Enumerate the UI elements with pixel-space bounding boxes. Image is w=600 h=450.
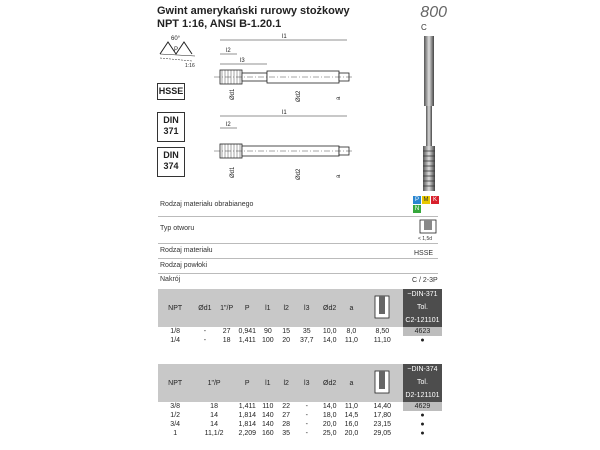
hole-type-value: < 1,5d bbox=[418, 236, 433, 242]
col-p: P bbox=[244, 304, 250, 312]
cell-l3: - bbox=[305, 412, 308, 419]
cell-l1: 140 bbox=[262, 412, 274, 419]
din371-header bbox=[403, 289, 442, 327]
drill-size-icon bbox=[372, 367, 392, 397]
dim-l2: l2 bbox=[226, 48, 231, 54]
material-boxes bbox=[413, 196, 439, 214]
tool-material-value: HSSE bbox=[414, 250, 434, 257]
din374-line1: DIN bbox=[163, 150, 179, 160]
divider bbox=[158, 273, 438, 274]
index-code: C2-121101 bbox=[405, 317, 440, 324]
coating-label: Rodzaj powłoki bbox=[160, 262, 208, 269]
dim-d1: Ød1 bbox=[230, 88, 236, 100]
col-a: a bbox=[349, 304, 354, 312]
col-l1: l1 bbox=[265, 379, 271, 387]
col-a: a bbox=[349, 379, 354, 387]
din371-line2: 371 bbox=[163, 126, 179, 136]
cell-availability: ● bbox=[420, 337, 425, 344]
cell-p: 1,814 bbox=[238, 421, 257, 428]
cell-l2: 22 bbox=[282, 403, 291, 410]
tap-photo bbox=[418, 36, 440, 196]
cell-l3: - bbox=[305, 403, 308, 410]
col-tpi: 1"/P bbox=[207, 379, 221, 387]
cell-p: 1,411 bbox=[238, 403, 256, 410]
cell-drill: 11,10 bbox=[373, 337, 391, 344]
din371-line1: DIN bbox=[163, 115, 179, 125]
cell-d2: 14,0 bbox=[322, 337, 337, 344]
cell-l1: 160 bbox=[262, 430, 274, 437]
index-code: D2-121101 bbox=[405, 392, 440, 399]
din371-table bbox=[158, 289, 442, 345]
cell-a: 14,5 bbox=[344, 412, 359, 419]
cell-npt: 1/8 bbox=[170, 328, 181, 335]
col-l3: l3 bbox=[304, 379, 310, 387]
din374-line2: 374 bbox=[163, 161, 179, 171]
dim-l3: l3 bbox=[240, 58, 245, 64]
col-tpi: 1"/P bbox=[220, 304, 234, 312]
cell-a: 16,0 bbox=[344, 421, 359, 428]
cell-drill: 23,15 bbox=[373, 421, 392, 428]
din374-badge bbox=[157, 147, 185, 177]
cell-p: 1,814 bbox=[238, 412, 257, 419]
material-k-box: K bbox=[432, 197, 437, 203]
divider bbox=[158, 243, 438, 244]
din371-label: ~DIN-371 bbox=[407, 291, 438, 298]
col-d2: Ød2 bbox=[323, 304, 337, 312]
din371-badge bbox=[157, 112, 185, 142]
cell-npt: 1/4 bbox=[170, 337, 181, 344]
divider bbox=[158, 216, 438, 217]
cell-tpi: 18 bbox=[210, 403, 218, 410]
cell-l3: - bbox=[305, 421, 308, 428]
cell-a: 11,0 bbox=[344, 403, 358, 410]
cell-tpi: 14 bbox=[210, 421, 218, 428]
cell-d2: 20,0 bbox=[322, 421, 337, 428]
cell-index[interactable]: 4623 bbox=[403, 327, 442, 336]
svg-text:Ød2: Ød2 bbox=[296, 168, 302, 180]
cell-index[interactable]: 4629 bbox=[403, 402, 442, 411]
cell-l1: 90 bbox=[263, 328, 272, 335]
cell-drill: 8,50 bbox=[375, 328, 390, 335]
cell-d2: 10,0 bbox=[322, 328, 337, 335]
cell-l1: 100 bbox=[262, 337, 274, 344]
svg-text:l2: l2 bbox=[226, 122, 231, 128]
cell-l2: 28 bbox=[282, 421, 291, 428]
din371-tap-drawing bbox=[212, 28, 362, 108]
cell-d2: 14,0 bbox=[322, 403, 337, 410]
tol-label: Tol. bbox=[417, 379, 428, 386]
col-npt: NPT bbox=[168, 379, 183, 387]
cell-a: 20,0 bbox=[344, 430, 359, 437]
cell-tpi: 18 bbox=[222, 337, 231, 344]
title-line-2: NPT 1:16, ANSI B-1.20.1 bbox=[157, 18, 282, 30]
cell-l2: 20 bbox=[282, 337, 291, 344]
tolerance-value: C / 2-3P bbox=[412, 277, 438, 284]
cell-a: 8,0 bbox=[346, 328, 357, 335]
dim-a: a bbox=[336, 96, 342, 100]
cell-d1: - bbox=[203, 337, 207, 344]
cell-d1: - bbox=[203, 328, 207, 335]
cell-tpi: 14 bbox=[210, 412, 218, 419]
cell-drill: 17,80 bbox=[373, 412, 392, 419]
drill-icon-cell bbox=[362, 289, 403, 327]
material-label: Rodzaj materiału obrabianego bbox=[160, 201, 254, 208]
cell-availability: ● bbox=[420, 421, 425, 428]
category-code: C bbox=[421, 23, 427, 32]
page-number: 800 bbox=[420, 4, 447, 21]
col-npt: NPT bbox=[168, 304, 183, 312]
pitch-label: P bbox=[174, 47, 179, 53]
drill-size-icon bbox=[372, 292, 392, 322]
col-p: P bbox=[244, 379, 250, 387]
thread-profile-icon bbox=[157, 34, 197, 70]
tool-material-label: Rodzaj materiału bbox=[160, 247, 213, 254]
taper-label: 1:16 bbox=[185, 63, 195, 69]
material-p-box: P bbox=[414, 197, 419, 203]
col-l3: l3 bbox=[304, 304, 310, 312]
col-d1: Ød1 bbox=[198, 304, 212, 312]
cell-availability: ● bbox=[420, 430, 425, 437]
cell-l3: 37,7 bbox=[299, 337, 314, 344]
col-l1: l1 bbox=[265, 304, 271, 312]
cell-tpi: 11,1/2 bbox=[204, 430, 224, 437]
tolerance-label: Nakrój bbox=[160, 276, 181, 283]
cell-l2: 35 bbox=[282, 430, 291, 437]
cell-npt: 3/8 bbox=[170, 403, 181, 410]
col-l2: l2 bbox=[283, 379, 289, 387]
cell-d2: 25,0 bbox=[322, 430, 337, 437]
hsse-badge: HSSE bbox=[157, 83, 185, 100]
cell-l1: 110 bbox=[262, 403, 274, 410]
divider bbox=[158, 258, 438, 259]
hole-type-label: Typ otworu bbox=[160, 225, 195, 232]
cell-l2: 27 bbox=[282, 412, 291, 419]
cell-p: 1,411 bbox=[238, 337, 256, 344]
cell-l3: - bbox=[305, 430, 308, 437]
cell-p: 2,209 bbox=[238, 430, 257, 437]
cell-npt: 3/4 bbox=[170, 421, 181, 428]
cell-availability: ● bbox=[420, 412, 425, 419]
cell-drill: 14,40 bbox=[373, 403, 392, 410]
col-l2: l2 bbox=[283, 304, 289, 312]
material-m-box: M bbox=[423, 197, 429, 203]
dim-l1: l1 bbox=[282, 34, 287, 40]
cell-npt: 1/2 bbox=[170, 412, 181, 419]
svg-text:Ød2: Ød2 bbox=[296, 90, 302, 102]
svg-text:l1: l1 bbox=[282, 110, 287, 116]
angle-label: 60° bbox=[171, 36, 181, 42]
cell-d2: 18,0 bbox=[322, 412, 337, 419]
svg-text:Ød1: Ød1 bbox=[230, 166, 236, 178]
cell-p: 0,941 bbox=[238, 328, 257, 335]
material-n-box: N bbox=[414, 206, 420, 212]
drill-icon-cell bbox=[362, 364, 403, 402]
cell-npt: 1 bbox=[173, 430, 178, 437]
col-d2: Ød2 bbox=[323, 379, 337, 387]
cell-drill: 29,05 bbox=[373, 430, 392, 437]
cell-l2: 15 bbox=[282, 328, 291, 335]
din374-table bbox=[158, 364, 442, 438]
din374-label: ~DIN-374 bbox=[407, 366, 438, 373]
cell-l1: 140 bbox=[262, 421, 274, 428]
cell-tpi: 27 bbox=[222, 328, 231, 335]
blind-hole-icon bbox=[418, 218, 438, 236]
din374-header bbox=[403, 364, 442, 402]
title-line-1: Gwint amerykański rurowy stożkowy bbox=[157, 5, 350, 17]
din374-tap-drawing bbox=[212, 108, 362, 188]
cell-l3: 35 bbox=[302, 328, 311, 335]
tol-label: Tol. bbox=[417, 304, 428, 311]
cell-a: 11,0 bbox=[344, 337, 358, 344]
svg-text:a: a bbox=[336, 174, 342, 178]
